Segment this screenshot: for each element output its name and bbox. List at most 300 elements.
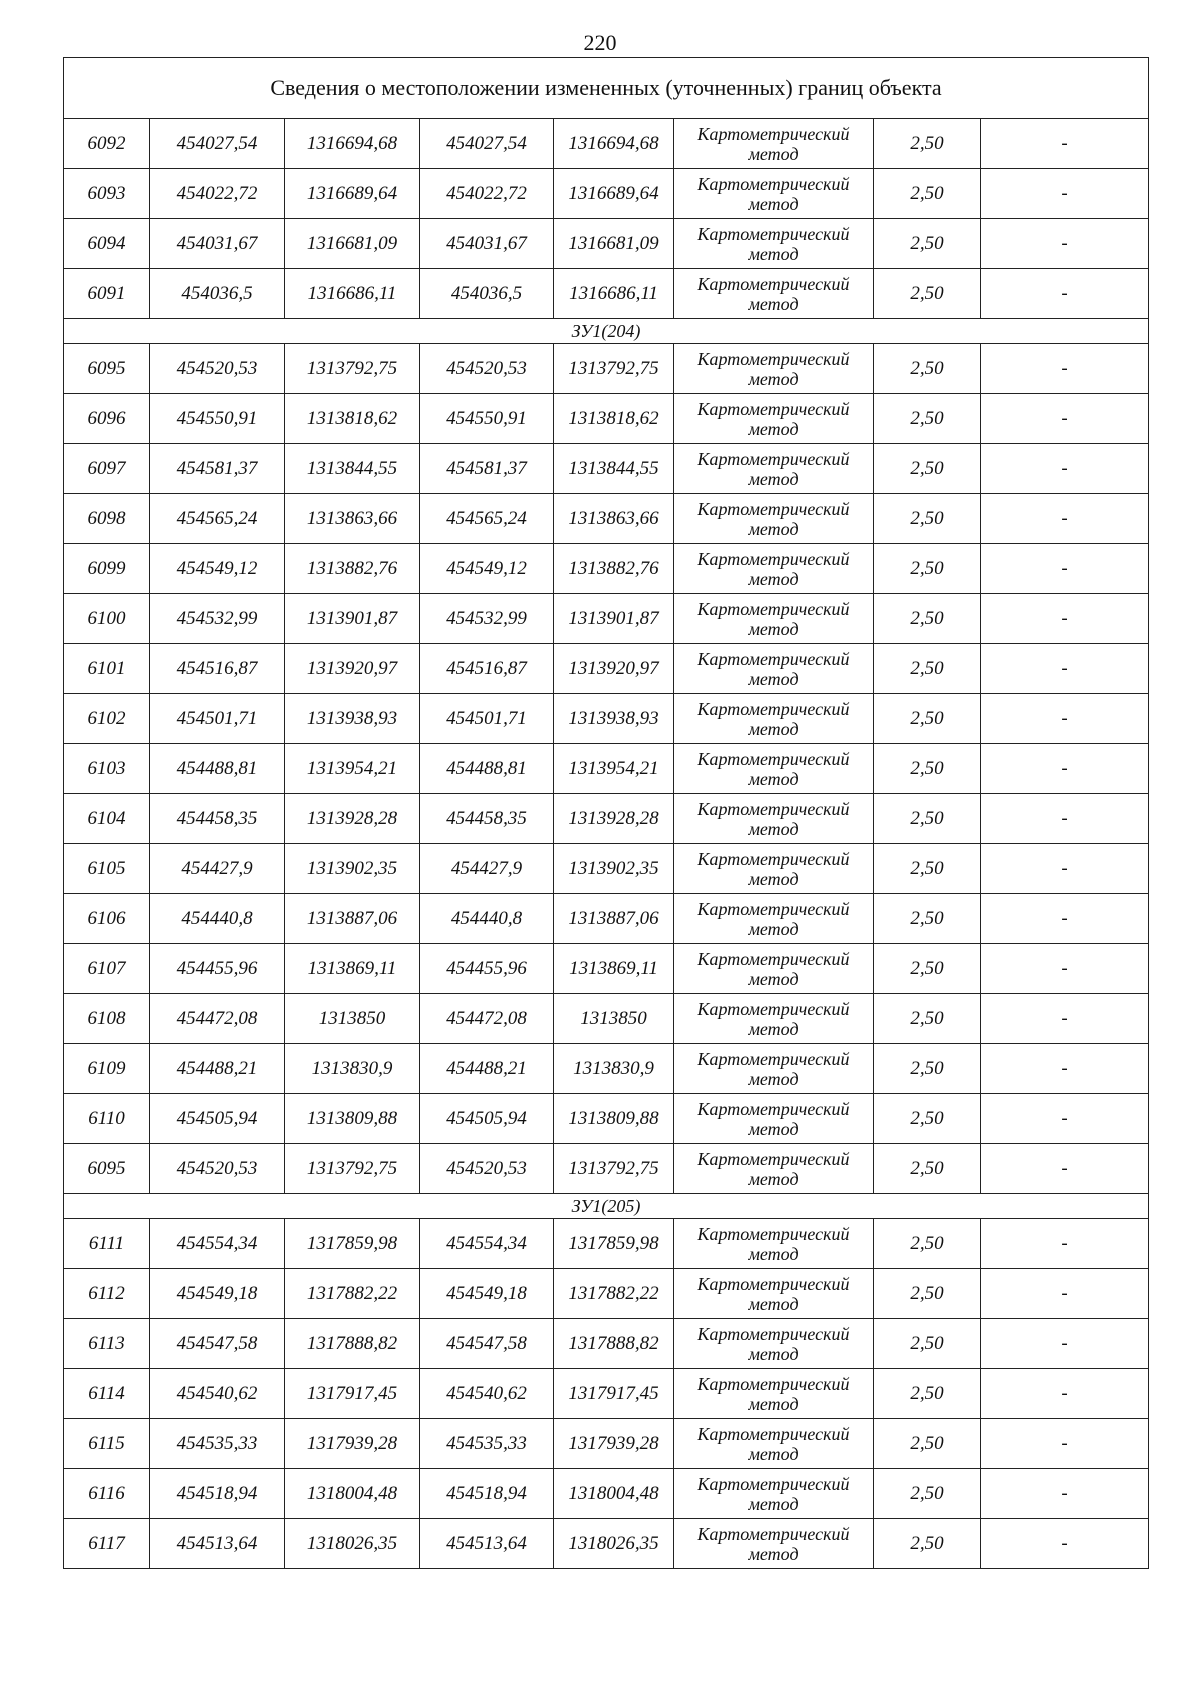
cell-x-new: 454022,72 [420, 169, 554, 219]
section-label: ЗУ1(205) [64, 1194, 1149, 1219]
method-text-line: Картометрический [697, 948, 850, 969]
method-text-line: Картометрический [697, 648, 850, 669]
method-text-line: метод [748, 1068, 799, 1089]
cell-x-old: 454547,58 [150, 1319, 285, 1369]
method-text-line: Картометрический [697, 1223, 850, 1244]
cell-y-old: 1318026,35 [285, 1519, 420, 1569]
table-row [64, 1144, 1149, 1194]
cell-x-new: 454472,08 [420, 994, 554, 1044]
cell-point-number: 6117 [64, 1519, 150, 1569]
table-row [64, 794, 1149, 844]
method-text-line: Картометрический [697, 1523, 850, 1544]
cell-point-number: 6095 [64, 1144, 150, 1194]
method-text-line: метод [748, 1118, 799, 1139]
cell-x-old: 454513,64 [150, 1519, 285, 1569]
cell-x-new: 454535,33 [420, 1419, 554, 1469]
method-text-line: Картометрический [697, 1473, 850, 1494]
cell-note: - [981, 994, 1149, 1044]
cell-accuracy: 2,50 [874, 269, 981, 319]
method-text-line: Картометрический [697, 123, 850, 144]
cell-accuracy: 2,50 [874, 744, 981, 794]
method-text-line: метод [748, 1493, 799, 1514]
cell-x-old: 454505,94 [150, 1094, 285, 1144]
cell-accuracy: 2,50 [874, 994, 981, 1044]
cell-accuracy: 2,50 [874, 444, 981, 494]
method-text-line: метод [748, 768, 799, 789]
method-text-line: метод [748, 568, 799, 589]
cell-point-number: 6096 [64, 394, 150, 444]
method-text-line: метод [748, 868, 799, 889]
cell-y-new: 1317882,22 [554, 1269, 674, 1319]
cell-accuracy: 2,50 [874, 169, 981, 219]
cell-note: - [981, 1144, 1149, 1194]
method-text-line: Картометрический [697, 1048, 850, 1069]
cell-accuracy: 2,50 [874, 944, 981, 994]
cell-method [674, 394, 874, 444]
cell-x-new: 454554,34 [420, 1219, 554, 1269]
cell-y-old: 1313792,75 [285, 344, 420, 394]
cell-y-new: 1313920,97 [554, 644, 674, 694]
table-row [64, 169, 1149, 219]
cell-x-old: 454488,81 [150, 744, 285, 794]
method-text-line: метод [748, 293, 799, 314]
cell-note: - [981, 1519, 1149, 1569]
cell-y-new: 1317888,82 [554, 1319, 674, 1369]
cell-point-number: 6102 [64, 694, 150, 744]
cell-y-new: 1313938,93 [554, 694, 674, 744]
cell-y-new: 1317859,98 [554, 1219, 674, 1269]
cell-method [674, 269, 874, 319]
cell-x-old: 454455,96 [150, 944, 285, 994]
method-text-line: Картометрический [697, 1423, 850, 1444]
cell-y-old: 1313901,87 [285, 594, 420, 644]
method-text-line: Картометрический [697, 848, 850, 869]
cell-x-new: 454549,12 [420, 544, 554, 594]
cell-x-old: 454540,62 [150, 1369, 285, 1419]
cell-note: - [981, 219, 1149, 269]
method-text-line: метод [748, 1018, 799, 1039]
cell-x-old: 454532,99 [150, 594, 285, 644]
cell-point-number: 6094 [64, 219, 150, 269]
cell-y-new: 1318026,35 [554, 1519, 674, 1569]
cell-point-number: 6092 [64, 119, 150, 169]
method-text-line: Картометрический [697, 698, 850, 719]
method-text-line: метод [748, 668, 799, 689]
table-row [64, 1269, 1149, 1319]
cell-x-new: 454440,8 [420, 894, 554, 944]
cell-accuracy: 2,50 [874, 1219, 981, 1269]
table-row [64, 994, 1149, 1044]
method-text-line: Картометрический [697, 548, 850, 569]
cell-x-new: 454455,96 [420, 944, 554, 994]
cell-x-new: 454520,53 [420, 344, 554, 394]
method-text-line: Картометрический [697, 998, 850, 1019]
cell-x-new: 454031,67 [420, 219, 554, 269]
method-text-line: Картометрический [697, 1373, 850, 1394]
cell-method [674, 894, 874, 944]
cell-y-new: 1313792,75 [554, 1144, 674, 1194]
method-text-line: метод [748, 1443, 799, 1464]
method-text-line: метод [748, 1543, 799, 1564]
cell-y-new: 1313954,21 [554, 744, 674, 794]
method-text-line: метод [748, 468, 799, 489]
cell-x-new: 454540,62 [420, 1369, 554, 1419]
cell-point-number: 6091 [64, 269, 150, 319]
table-row [64, 444, 1149, 494]
cell-point-number: 6108 [64, 994, 150, 1044]
cell-y-new: 1313809,88 [554, 1094, 674, 1144]
cell-y-old: 1313887,06 [285, 894, 420, 944]
cell-accuracy: 2,50 [874, 394, 981, 444]
cell-point-number: 6110 [64, 1094, 150, 1144]
cell-y-old: 1313863,66 [285, 494, 420, 544]
cell-y-new: 1313792,75 [554, 344, 674, 394]
cell-x-old: 454516,87 [150, 644, 285, 694]
method-text-line: метод [748, 143, 799, 164]
cell-accuracy: 2,50 [874, 1269, 981, 1319]
cell-x-new: 454547,58 [420, 1319, 554, 1369]
cell-y-new: 1318004,48 [554, 1469, 674, 1519]
cell-x-new: 454501,71 [420, 694, 554, 744]
cell-y-old: 1313869,11 [285, 944, 420, 994]
method-text-line: метод [748, 618, 799, 639]
cell-accuracy: 2,50 [874, 1469, 981, 1519]
cell-note: - [981, 1419, 1149, 1469]
cell-y-new: 1317939,28 [554, 1419, 674, 1469]
cell-y-new: 1313902,35 [554, 844, 674, 894]
method-text-line: Картометрический [697, 1148, 850, 1169]
cell-note: - [981, 544, 1149, 594]
table-row [64, 269, 1149, 319]
section-row [64, 1194, 1149, 1219]
table-row [64, 1369, 1149, 1419]
cell-x-new: 454505,94 [420, 1094, 554, 1144]
cell-accuracy: 2,50 [874, 1144, 981, 1194]
cell-y-old: 1317882,22 [285, 1269, 420, 1319]
cell-accuracy: 2,50 [874, 1044, 981, 1094]
cell-accuracy: 2,50 [874, 544, 981, 594]
cell-point-number: 6095 [64, 344, 150, 394]
cell-note: - [981, 1044, 1149, 1094]
cell-method [674, 1044, 874, 1094]
cell-point-number: 6100 [64, 594, 150, 644]
cell-method [674, 494, 874, 544]
cell-x-old: 454501,71 [150, 694, 285, 744]
cell-x-new: 454488,21 [420, 1044, 554, 1094]
cell-accuracy: 2,50 [874, 594, 981, 644]
cell-y-new: 1313869,11 [554, 944, 674, 994]
cell-y-old: 1313902,35 [285, 844, 420, 894]
method-text-line: Картометрический [697, 898, 850, 919]
cell-note: - [981, 494, 1149, 544]
cell-point-number: 6101 [64, 644, 150, 694]
method-text-line: Картометрический [697, 498, 850, 519]
cell-y-old: 1317939,28 [285, 1419, 420, 1469]
cell-method [674, 344, 874, 394]
cell-point-number: 6097 [64, 444, 150, 494]
table-row [64, 844, 1149, 894]
cell-accuracy: 2,50 [874, 1519, 981, 1569]
cell-accuracy: 2,50 [874, 1094, 981, 1144]
cell-note: - [981, 269, 1149, 319]
cell-x-new: 454458,35 [420, 794, 554, 844]
cell-y-old: 1313850 [285, 994, 420, 1044]
cell-point-number: 6098 [64, 494, 150, 544]
cell-y-new: 1313830,9 [554, 1044, 674, 1094]
cell-note: - [981, 119, 1149, 169]
cell-accuracy: 2,50 [874, 894, 981, 944]
method-text-line: Картометрический [697, 598, 850, 619]
method-text-line: метод [748, 418, 799, 439]
cell-note: - [981, 1369, 1149, 1419]
cell-x-new: 454550,91 [420, 394, 554, 444]
section-label: ЗУ1(204) [64, 319, 1149, 344]
cell-x-old: 454549,18 [150, 1269, 285, 1319]
cell-note: - [981, 1219, 1149, 1269]
method-text-line: метод [748, 1243, 799, 1264]
cell-accuracy: 2,50 [874, 1319, 981, 1369]
cell-x-new: 454518,94 [420, 1469, 554, 1519]
section-row [64, 319, 1149, 344]
cell-method [674, 219, 874, 269]
table-row [64, 1419, 1149, 1469]
cell-note: - [981, 394, 1149, 444]
cell-note: - [981, 694, 1149, 744]
method-text-line: Картометрический [697, 448, 850, 469]
cell-x-old: 454427,9 [150, 844, 285, 894]
cell-y-old: 1317917,45 [285, 1369, 420, 1419]
cell-method [674, 1219, 874, 1269]
table-row [64, 644, 1149, 694]
table-row [64, 744, 1149, 794]
table-row [64, 694, 1149, 744]
cell-point-number: 6111 [64, 1219, 150, 1269]
cell-x-old: 454027,54 [150, 119, 285, 169]
cell-note: - [981, 744, 1149, 794]
cell-y-new: 1313844,55 [554, 444, 674, 494]
cell-accuracy: 2,50 [874, 494, 981, 544]
cell-point-number: 6099 [64, 544, 150, 594]
cell-y-old: 1313938,93 [285, 694, 420, 744]
cell-y-old: 1316689,64 [285, 169, 420, 219]
cell-note: - [981, 794, 1149, 844]
cell-y-old: 1313920,97 [285, 644, 420, 694]
cell-method [674, 794, 874, 844]
cell-note: - [981, 1319, 1149, 1369]
cell-accuracy: 2,50 [874, 694, 981, 744]
cell-note: - [981, 644, 1149, 694]
method-text-line: метод [748, 1393, 799, 1414]
cell-y-old: 1313954,21 [285, 744, 420, 794]
cell-x-old: 454031,67 [150, 219, 285, 269]
cell-y-old: 1313792,75 [285, 1144, 420, 1194]
cell-x-new: 454565,24 [420, 494, 554, 544]
method-text-line: Картометрический [697, 348, 850, 369]
method-text-line: метод [748, 518, 799, 539]
cell-method [674, 119, 874, 169]
method-text-line: Картометрический [697, 1098, 850, 1119]
cell-y-new: 1316694,68 [554, 119, 674, 169]
cell-note: - [981, 1269, 1149, 1319]
cell-x-new: 454027,54 [420, 119, 554, 169]
method-text-line: Картометрический [697, 173, 850, 194]
cell-y-old: 1316686,11 [285, 269, 420, 319]
cell-x-old: 454565,24 [150, 494, 285, 544]
table-row [64, 1519, 1149, 1569]
table-title: Сведения о местоположении измененных (уточненных) границ объекта [64, 58, 1149, 119]
cell-y-new: 1313863,66 [554, 494, 674, 544]
cell-y-old: 1313830,9 [285, 1044, 420, 1094]
cell-x-new: 454488,81 [420, 744, 554, 794]
cell-y-old: 1316681,09 [285, 219, 420, 269]
cell-point-number: 6093 [64, 169, 150, 219]
cell-y-new: 1313850 [554, 994, 674, 1044]
cell-accuracy: 2,50 [874, 1369, 981, 1419]
cell-method [674, 594, 874, 644]
cell-accuracy: 2,50 [874, 844, 981, 894]
cell-x-new: 454516,87 [420, 644, 554, 694]
cell-y-old: 1313882,76 [285, 544, 420, 594]
page-number: 220 [583, 30, 617, 55]
cell-note: - [981, 894, 1149, 944]
cell-point-number: 6116 [64, 1469, 150, 1519]
cell-method [674, 844, 874, 894]
cell-note: - [981, 1094, 1149, 1144]
cell-note: - [981, 944, 1149, 994]
cell-accuracy: 2,50 [874, 1419, 981, 1469]
method-text-line: Картометрический [697, 748, 850, 769]
cell-method [674, 1144, 874, 1194]
cell-method [674, 1519, 874, 1569]
cell-y-new: 1313887,06 [554, 894, 674, 944]
method-text-line: Картометрический [697, 1323, 850, 1344]
cell-y-old: 1316694,68 [285, 119, 420, 169]
cell-note: - [981, 1469, 1149, 1519]
method-text-line: метод [748, 1343, 799, 1364]
cell-note: - [981, 344, 1149, 394]
cell-point-number: 6106 [64, 894, 150, 944]
cell-method [674, 169, 874, 219]
table-body [64, 58, 1149, 1569]
table-row [64, 394, 1149, 444]
cell-y-new: 1313901,87 [554, 594, 674, 644]
cell-method [674, 1319, 874, 1369]
table-row [64, 944, 1149, 994]
cell-accuracy: 2,50 [874, 119, 981, 169]
table-row [64, 1319, 1149, 1369]
cell-accuracy: 2,50 [874, 344, 981, 394]
cell-x-old: 454022,72 [150, 169, 285, 219]
cell-y-new: 1316686,11 [554, 269, 674, 319]
cell-x-old: 454535,33 [150, 1419, 285, 1469]
method-text-line: метод [748, 968, 799, 989]
cell-y-old: 1313818,62 [285, 394, 420, 444]
table-row [64, 344, 1149, 394]
cell-point-number: 6114 [64, 1369, 150, 1419]
cell-x-old: 454440,8 [150, 894, 285, 944]
cell-x-old: 454581,37 [150, 444, 285, 494]
table-row [64, 1219, 1149, 1269]
cell-note: - [981, 844, 1149, 894]
cell-method [674, 694, 874, 744]
cell-y-old: 1317888,82 [285, 1319, 420, 1369]
cell-y-new: 1316689,64 [554, 169, 674, 219]
cell-method [674, 544, 874, 594]
cell-point-number: 6107 [64, 944, 150, 994]
cell-x-old: 454518,94 [150, 1469, 285, 1519]
cell-y-old: 1313928,28 [285, 794, 420, 844]
coordinates-table [63, 57, 1149, 1569]
cell-point-number: 6113 [64, 1319, 150, 1369]
table-row [64, 894, 1149, 944]
cell-method [674, 994, 874, 1044]
table-row [64, 544, 1149, 594]
cell-y-new: 1313882,76 [554, 544, 674, 594]
cell-note: - [981, 444, 1149, 494]
method-text-line: Картометрический [697, 798, 850, 819]
method-text-line: Картометрический [697, 398, 850, 419]
table-row [64, 594, 1149, 644]
cell-x-old: 454550,91 [150, 394, 285, 444]
cell-method [674, 444, 874, 494]
cell-x-old: 454520,53 [150, 1144, 285, 1194]
cell-accuracy: 2,50 [874, 219, 981, 269]
cell-x-new: 454036,5 [420, 269, 554, 319]
cell-point-number: 6103 [64, 744, 150, 794]
cell-method [674, 1419, 874, 1469]
method-text-line: метод [748, 1168, 799, 1189]
method-text-line: метод [748, 193, 799, 214]
table-row [64, 1094, 1149, 1144]
cell-point-number: 6109 [64, 1044, 150, 1094]
cell-y-new: 1313818,62 [554, 394, 674, 444]
method-text-line: метод [748, 718, 799, 739]
cell-x-new: 454549,18 [420, 1269, 554, 1319]
table-title-row [64, 58, 1149, 119]
cell-accuracy: 2,50 [874, 794, 981, 844]
cell-y-new: 1317917,45 [554, 1369, 674, 1419]
cell-x-old: 454554,34 [150, 1219, 285, 1269]
cell-method [674, 1469, 874, 1519]
cell-method [674, 944, 874, 994]
cell-note: - [981, 169, 1149, 219]
method-text-line: метод [748, 368, 799, 389]
cell-x-old: 454488,21 [150, 1044, 285, 1094]
cell-method [674, 1369, 874, 1419]
cell-note: - [981, 594, 1149, 644]
method-text-line: метод [748, 243, 799, 264]
cell-point-number: 6115 [64, 1419, 150, 1469]
cell-x-new: 454581,37 [420, 444, 554, 494]
method-text-line: метод [748, 918, 799, 939]
cell-y-old: 1318004,48 [285, 1469, 420, 1519]
cell-x-old: 454549,12 [150, 544, 285, 594]
cell-y-old: 1317859,98 [285, 1219, 420, 1269]
method-text-line: метод [748, 818, 799, 839]
cell-x-old: 454036,5 [150, 269, 285, 319]
cell-y-old: 1313844,55 [285, 444, 420, 494]
cell-point-number: 6112 [64, 1269, 150, 1319]
cell-method [674, 1094, 874, 1144]
cell-x-old: 454520,53 [150, 344, 285, 394]
cell-y-new: 1313928,28 [554, 794, 674, 844]
table-row [64, 1469, 1149, 1519]
cell-method [674, 1269, 874, 1319]
cell-x-new: 454532,99 [420, 594, 554, 644]
cell-accuracy: 2,50 [874, 644, 981, 694]
method-text-line: Картометрический [697, 273, 850, 294]
cell-x-new: 454520,53 [420, 1144, 554, 1194]
